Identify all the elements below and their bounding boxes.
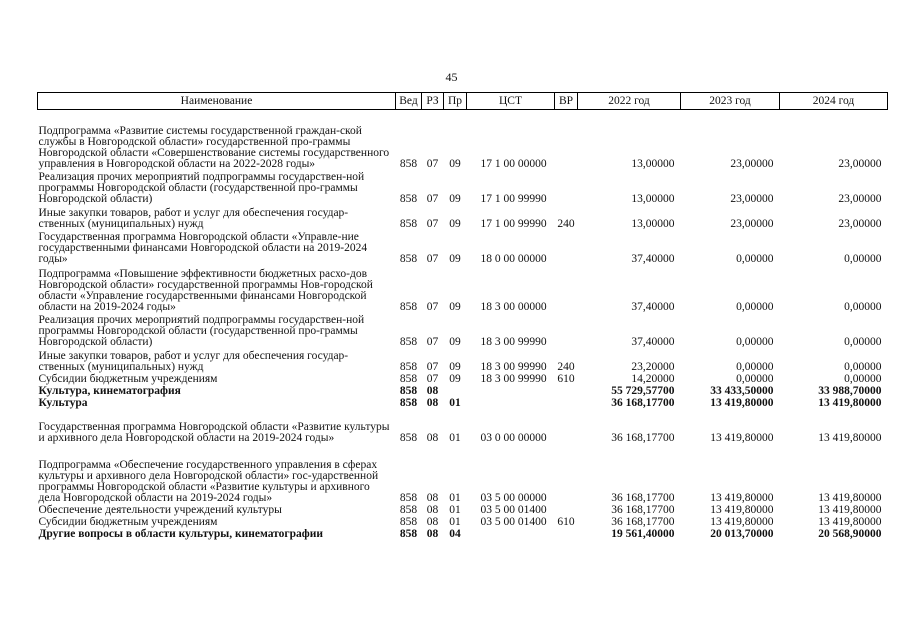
cell-pr: 01	[449, 396, 461, 409]
budget-table	[37, 92, 888, 540]
cell-ved: 858	[399, 300, 418, 313]
header-cst: ЦСТ	[467, 93, 555, 110]
cell-2022: 37,40000	[631, 252, 675, 265]
cell-ved: 858	[399, 503, 418, 516]
cell-2022: 19 561,40000	[611, 527, 675, 540]
cell-ved: 858	[399, 515, 418, 528]
cell-ved: 858	[399, 335, 418, 348]
cell-2024: 0,00000	[844, 335, 882, 348]
header-2023: 2023 год	[681, 93, 780, 110]
cell-2023: 13 419,80000	[710, 396, 774, 409]
cell-2022: 14,20000	[631, 372, 675, 385]
page-number: 45	[445, 70, 458, 84]
cell-cst: 18 3 00 99990	[480, 335, 547, 348]
table-row	[38, 444, 888, 504]
cell-2024: 0,00000	[844, 252, 882, 265]
cell-pr: 09	[449, 157, 461, 170]
cell-2022: 37,40000	[631, 335, 675, 348]
cell-rz: 07	[426, 252, 439, 265]
cell-ved: 858	[399, 396, 418, 409]
table-row	[38, 385, 888, 397]
cell-name: Субсидии бюджетным учреждениям	[38, 515, 218, 528]
cell-rz: 08	[426, 515, 439, 528]
cell-cst: 17 1 00 99990	[480, 217, 547, 230]
header-rz: РЗ	[422, 93, 444, 110]
cell-name: Иные закупки товаров, работ и услуг для обеспечения государ-ственных (муниципальных) нужд	[38, 206, 349, 230]
cell-2023: 0,00000	[736, 300, 774, 313]
table-row	[38, 313, 888, 348]
cell-pr: 09	[449, 217, 461, 230]
cell-ved: 858	[399, 431, 418, 444]
table-row	[38, 504, 888, 516]
cell-name: Культура	[38, 396, 88, 409]
table-row	[38, 110, 888, 170]
table-row	[38, 528, 888, 540]
cell-2023: 0,00000	[736, 360, 774, 373]
cell-name: Реализация прочих мероприятий подпрограммы государствен-ной программы Новгородской области (государственной про-граммы Новгородской области)	[38, 170, 365, 205]
header-vr: ВР	[555, 93, 578, 110]
cell-pr: 09	[449, 192, 461, 205]
cell-2023: 0,00000	[736, 372, 774, 385]
cell-vr: 610	[557, 515, 575, 528]
cell-ved: 858	[399, 192, 418, 205]
cell-ved: 858	[399, 360, 418, 373]
cell-vr	[555, 385, 578, 397]
cell-2022: 37,40000	[631, 300, 675, 313]
cell-2024: 13 419,80000	[818, 396, 882, 409]
cell-cst: 17 1 00 99990	[480, 192, 547, 205]
cell-2023: 13 419,80000	[710, 491, 774, 504]
table-row	[38, 397, 888, 409]
cell-vr	[555, 397, 578, 409]
cell-ved: 858	[399, 384, 418, 397]
cell-2022: 36 168,17700	[611, 396, 675, 409]
table-row	[38, 348, 888, 373]
cell-2024: 13 419,80000	[818, 431, 882, 444]
cell-2024: 13 419,80000	[818, 515, 882, 528]
cell-2023: 23,00000	[730, 192, 774, 205]
cell-vr	[555, 313, 578, 348]
cell-2024: 20 568,90000	[818, 527, 882, 540]
cell-vr	[555, 409, 578, 444]
cell-ved: 858	[399, 372, 418, 385]
cell-pr: 01	[449, 431, 461, 444]
cell-name: Реализация прочих мероприятий подпрограммы государствен-ной программы Новгородской области (государственной про-граммы Новгородской области)	[38, 313, 365, 348]
table-header	[38, 93, 888, 110]
cell-vr: 240	[557, 217, 575, 230]
cell-2024: 23,00000	[838, 157, 882, 170]
cell-2022: 36 168,17700	[611, 491, 675, 504]
cell-2022: 55 729,57700	[611, 384, 675, 397]
table-row	[38, 265, 888, 313]
cell-pr: 09	[449, 300, 461, 313]
table-row	[38, 230, 888, 265]
cell-rz: 07	[426, 217, 439, 230]
cell-name: Подпрограмма «Развитие системы государственной граждан-ской службы в Новгородской области» государственной про-граммы Новгородской области «Совершенствование системы государственного управления в Новгородской области на 2022-2028 годы»	[38, 124, 390, 170]
cell-2023: 0,00000	[736, 252, 774, 265]
cell-cst	[467, 385, 555, 397]
cell-2022: 36 168,17700	[611, 503, 675, 516]
cell-cst: 17 1 00 00000	[480, 157, 547, 170]
cell-2024: 33 988,70000	[818, 384, 882, 397]
table-row	[38, 373, 888, 385]
cell-pr: 04	[449, 527, 461, 540]
cell-cst: 18 0 00 00000	[480, 252, 547, 265]
cell-2024: 0,00000	[844, 372, 882, 385]
cell-cst: 18 3 00 00000	[480, 300, 547, 313]
table-body	[38, 110, 888, 540]
cell-cst: 18 3 00 99990	[480, 360, 547, 373]
cell-name: Другие вопросы в области культуры, кинематографии	[38, 527, 324, 540]
cell-name: Обеспечение деятельности учреждений культуры	[38, 503, 282, 516]
cell-pr: 01	[449, 491, 461, 504]
cell-pr: 01	[449, 515, 461, 528]
cell-pr	[444, 385, 467, 397]
cell-2024: 0,00000	[844, 360, 882, 373]
table-row	[38, 409, 888, 444]
cell-2024: 13 419,80000	[818, 491, 882, 504]
cell-name: Культура, кинематография	[38, 384, 181, 397]
cell-name: Иные закупки товаров, работ и услуг для обеспечения государ-ственных (муниципальных) нужд	[38, 349, 349, 373]
cell-rz: 07	[426, 335, 439, 348]
header-name: Наименование	[38, 93, 396, 110]
cell-2022: 36 168,17700	[611, 515, 675, 528]
cell-rz: 08	[426, 396, 439, 409]
cell-vr	[555, 110, 578, 170]
cell-2022: 23,20000	[631, 360, 675, 373]
cell-2023: 13 419,80000	[710, 503, 774, 516]
cell-2022: 13,00000	[631, 217, 675, 230]
header-ved: Вед	[396, 93, 422, 110]
cell-2022: 13,00000	[631, 192, 675, 205]
cell-ved: 858	[399, 491, 418, 504]
header-pr: Пр	[444, 93, 467, 110]
cell-rz: 08	[426, 491, 439, 504]
cell-2023: 20 013,70000	[710, 527, 774, 540]
cell-pr: 09	[449, 360, 461, 373]
cell-2023: 13 419,80000	[710, 431, 774, 444]
cell-rz: 08	[426, 503, 439, 516]
cell-rz: 07	[426, 360, 439, 373]
table-row	[38, 205, 888, 230]
cell-name: Государственная программа Новгородской области «Развитие культуры и архивного дела Новгородской области на 2019-2024 годы»	[38, 420, 390, 444]
cell-name: Государственная программа Новгородской области «Управле-ние государственными финансами Новгородской области на 2019-2024 годы»	[38, 230, 368, 265]
cell-name: Подпрограмма «Повышение эффективности бюджетных расхо-дов Новгородской области» государственной программы Нов-городской области «Управление государственными финансами Новгородской области на 2019-2024 годы»	[38, 267, 373, 313]
cell-2024: 23,00000	[838, 192, 882, 205]
cell-2024: 13 419,80000	[818, 503, 882, 516]
cell-pr: 09	[449, 372, 461, 385]
cell-rz: 07	[426, 192, 439, 205]
cell-rz: 08	[426, 527, 439, 540]
cell-name: Субсидии бюджетным учреждениям	[38, 372, 218, 385]
cell-ved: 858	[399, 157, 418, 170]
table-row	[38, 516, 888, 528]
cell-2024: 23,00000	[838, 217, 882, 230]
cell-ved: 858	[399, 217, 418, 230]
cell-cst: 03 5 00 00000	[480, 491, 547, 504]
cell-pr: 01	[449, 503, 461, 516]
cell-rz: 08	[426, 431, 439, 444]
cell-pr: 09	[449, 252, 461, 265]
cell-vr	[555, 265, 578, 313]
cell-rz: 07	[426, 157, 439, 170]
cell-rz: 08	[426, 384, 439, 397]
cell-vr	[555, 170, 578, 205]
cell-rz: 07	[426, 300, 439, 313]
header-2024: 2024 год	[780, 93, 888, 110]
cell-vr: 610	[557, 372, 575, 385]
cell-cst: 18 3 00 99990	[480, 372, 547, 385]
cell-2022: 13,00000	[631, 157, 675, 170]
cell-ved: 858	[399, 527, 418, 540]
cell-2023: 13 419,80000	[710, 515, 774, 528]
cell-2023: 33 433,50000	[710, 384, 774, 397]
cell-cst	[467, 528, 555, 540]
cell-pr: 09	[449, 335, 461, 348]
cell-name: Подпрограмма «Обеспечение государственного управления в сферах культуры и архивного дела Новгородской области» гос-ударственной программы Новгородской области «Развитие культуры и архивного дела Новгородской области на 2019-2024 годы»	[38, 458, 379, 504]
cell-cst	[467, 397, 555, 409]
cell-2024: 0,00000	[844, 300, 882, 313]
cell-vr	[555, 504, 578, 516]
cell-cst: 03 5 00 01400	[480, 503, 547, 516]
cell-2023: 0,00000	[736, 335, 774, 348]
table-row	[38, 170, 888, 205]
cell-vr	[555, 444, 578, 504]
cell-2022: 36 168,17700	[611, 431, 675, 444]
header-2022: 2022 год	[578, 93, 681, 110]
cell-vr	[555, 528, 578, 540]
cell-ved: 858	[399, 252, 418, 265]
cell-vr	[555, 230, 578, 265]
cell-cst: 03 0 00 00000	[480, 431, 547, 444]
cell-cst: 03 5 00 01400	[480, 515, 547, 528]
cell-rz: 07	[426, 372, 439, 385]
cell-vr: 240	[557, 360, 575, 373]
cell-2023: 23,00000	[730, 217, 774, 230]
cell-2023: 23,00000	[730, 157, 774, 170]
